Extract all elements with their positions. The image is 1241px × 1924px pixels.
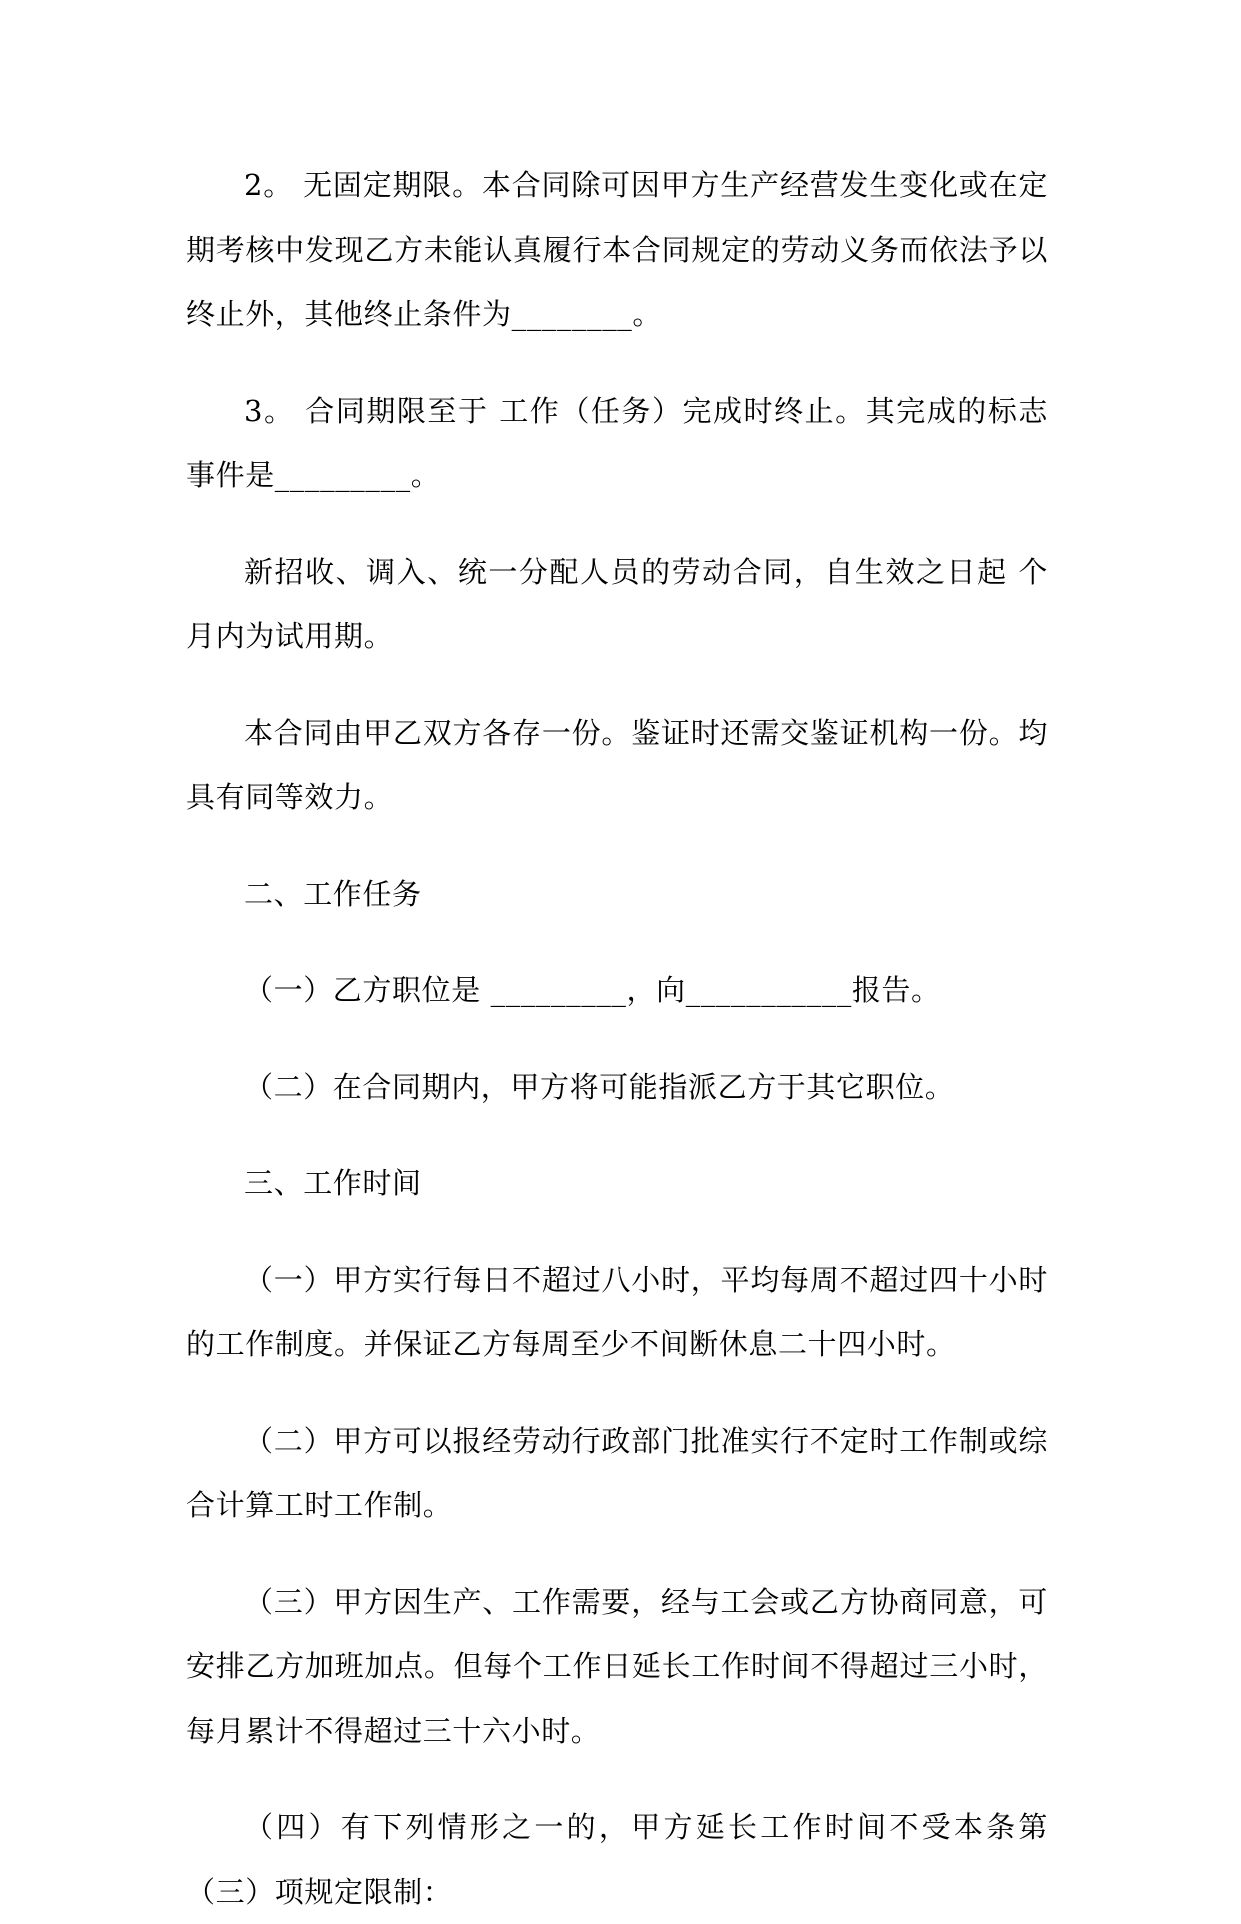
paragraph-hours-limit: （一）甲方实行每日不超过八小时，平均每周不超过四十小时的工作制度。并保证乙方每周至少不间断休息二十四小时。 xyxy=(186,1262,1048,1361)
paragraph-overtime: （三）甲方因生产、工作需要，经与工会或乙方协商同意，可安排乙方加班加点。但每个工作日延长工作时间不得超过三小时，每月累计不得超过三十六小时。 xyxy=(186,1584,1048,1748)
paragraph-overtime-exceptions: （四）有下列情形之一的，甲方延长工作时间不受本条第（三）项规定限制： xyxy=(186,1810,1048,1909)
paragraph-term-no-fixed: 2。 无固定期限。本合同除可因甲方生产经营发生变化或在定期考核中发现乙方未能认真履行本合同规定的劳动义务而依法予以终止外，其他终止条件为________。 xyxy=(186,168,1048,331)
document-body xyxy=(186,153,1048,1924)
paragraph-reassignment: （二）在合同期内，甲方将可能指派乙方于其它职位。 xyxy=(244,1069,955,1104)
paragraph-position: （一）乙方职位是 _________，向___________报告。 xyxy=(244,973,941,1007)
paragraph-flexible-hours: （二）甲方可以报经劳动行政部门批准实行不定时工作制或综合计算工时工作制。 xyxy=(186,1423,1048,1522)
paragraph-copies: 本合同由甲乙双方各存一份。鉴证时还需交鉴证机构一份。均具有同等效力。 xyxy=(186,715,1048,814)
section-heading-work-tasks: 二、工作任务 xyxy=(244,876,422,911)
paragraph-term-task-completion: 3。 合同期限至于 工作（任务）完成时终止。其完成的标志事件是_________。 xyxy=(186,393,1048,492)
paragraph-probation: 新招收、调入、统一分配人员的劳动合同，自生效之日起 个月内为试用期。 xyxy=(186,554,1048,653)
section-heading-work-hours: 三、工作时间 xyxy=(244,1166,422,1200)
